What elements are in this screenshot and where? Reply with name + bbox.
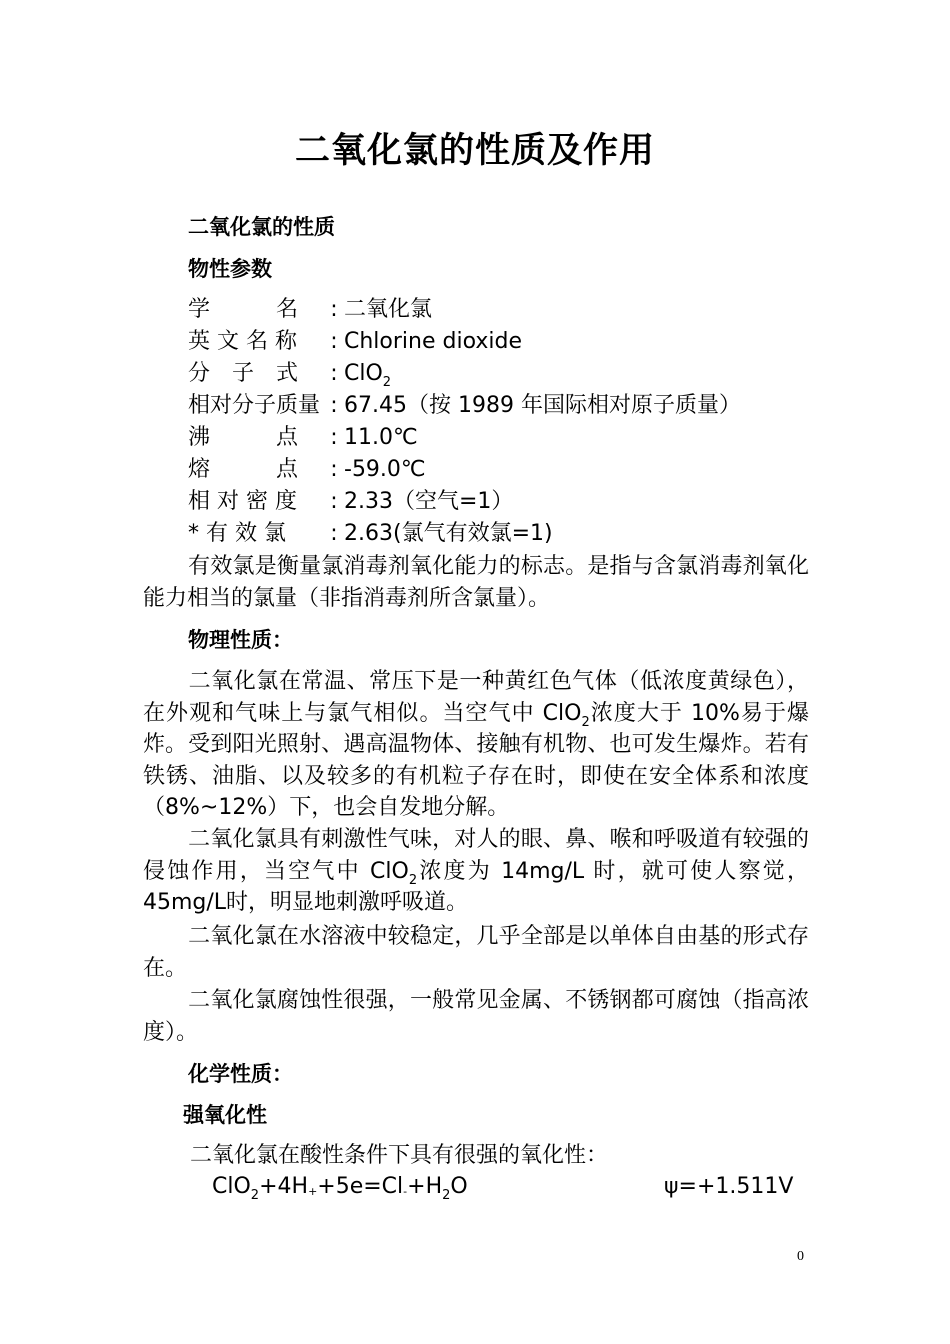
paragraph-physical-1: 二氧化氯在常温、常压下是一种黄红色气体（低浓度黄绿色），在外观和气味上与氯气相似。当空气中 ClO$_2$浓度大于 10%易于爆炸。 bbox=[143, 669, 809, 757]
property-label: 学 名 bbox=[188, 297, 299, 322]
property-row: 熔 点 : -59.0℃ bbox=[188, 455, 426, 485]
property-label: 沸 点 bbox=[188, 425, 299, 450]
property-value: 67.45（按 1989 年国际相对原子质量） bbox=[344, 393, 741, 418]
subsection-heading-physical-parameters: 物性参数 bbox=[188, 257, 272, 281]
subscript: 2 bbox=[382, 375, 392, 390]
oxidation-text: 二氧化氯在酸性条件下具有很强的氧化性： bbox=[190, 1143, 609, 1168]
property-value: 2.63(氯气有效氯=1) bbox=[344, 521, 553, 546]
chemical-equation: $ClO_2+4H^++5e=Cl^-+H_2O$ bbox=[212, 1174, 468, 1203]
property-row: 相 对 密 度 : 2.33（空气=1） bbox=[188, 487, 513, 517]
property-row: * 有 效 氯 : 2.63(氯气有效氯=1) bbox=[188, 519, 553, 549]
subsection-heading-oxidation: 强氧化性 bbox=[183, 1103, 267, 1127]
property-row: 相对分子质量 : 67.45（按 1989 年国际相对原子质量） bbox=[188, 391, 741, 421]
section-heading-properties: 二氧化氯的性质 bbox=[188, 215, 335, 239]
property-value: Chlorine dioxide bbox=[344, 329, 522, 354]
page-title: 二氧化氯的性质及作用 bbox=[294, 131, 655, 171]
property-label: 熔 点 bbox=[188, 457, 299, 482]
redox-potential: ψ=+1.511V bbox=[664, 1174, 794, 1199]
paragraph-physical-5: 二氧化氯腐蚀性很强，一般常见金属、不锈钢都可腐蚀（指高浓度）。 bbox=[143, 988, 809, 1045]
property-row: 学 名 : 二氧化氯 bbox=[188, 295, 432, 325]
property-row: 沸 点 : 11.0℃ bbox=[188, 423, 418, 453]
property-row: 分 子 式 : ClO$_2$ bbox=[188, 361, 392, 390]
property-label: 相对分子质量 bbox=[188, 393, 321, 418]
paragraph-physical-4: 二氧化氯在水溶液中较稳定，几乎全部是以单体自由基的形式存在。 bbox=[143, 924, 809, 981]
property-row: 英 文 名 称 : Chlorine dioxide bbox=[188, 327, 522, 357]
paragraph-physical-2: 受到阳光照射、遇高温物体、接触有机物、也可发生爆炸。若有铁锈、油脂、以及较多的有机粒子存在时，即使在安全体系和浓度（8%~12%）下，也会自发地分解。 bbox=[143, 732, 809, 820]
page-number: 0 bbox=[797, 1249, 804, 1264]
paragraph-physical-3: 二氧化氯具有刺激性气味，对人的眼、鼻、喉和呼吸道有较强的侵蚀作用，当空气中 ClO$_2$浓度为 14mg/L 时，就可使人察觉，45mg/L时，明显地刺激呼吸道。 bbox=[143, 827, 809, 915]
section-heading-chemical-properties: 化学性质： bbox=[188, 1062, 293, 1086]
property-value: -59.0℃ bbox=[344, 457, 426, 482]
paragraph-effective-chlorine: 有效氯是衡量氯消毒剂氧化能力的标志。是指与含氯消毒剂氧化能力相当的氯量（非指消毒剂所含氯量）。 bbox=[143, 554, 809, 611]
property-value: 二氧化氯 bbox=[344, 297, 433, 322]
property-value: 2.33（空气=1） bbox=[344, 489, 514, 514]
section-heading-physical-properties: 物理性质： bbox=[188, 628, 293, 652]
property-label: * 有 效 氯 bbox=[188, 521, 286, 546]
property-label: 分 子 式 bbox=[188, 361, 299, 386]
property-label: 相 对 密 度 bbox=[188, 489, 297, 514]
property-value: 11.0℃ bbox=[344, 425, 418, 450]
property-value: ClO bbox=[344, 361, 383, 386]
property-label: 英 文 名 称 bbox=[188, 329, 297, 354]
